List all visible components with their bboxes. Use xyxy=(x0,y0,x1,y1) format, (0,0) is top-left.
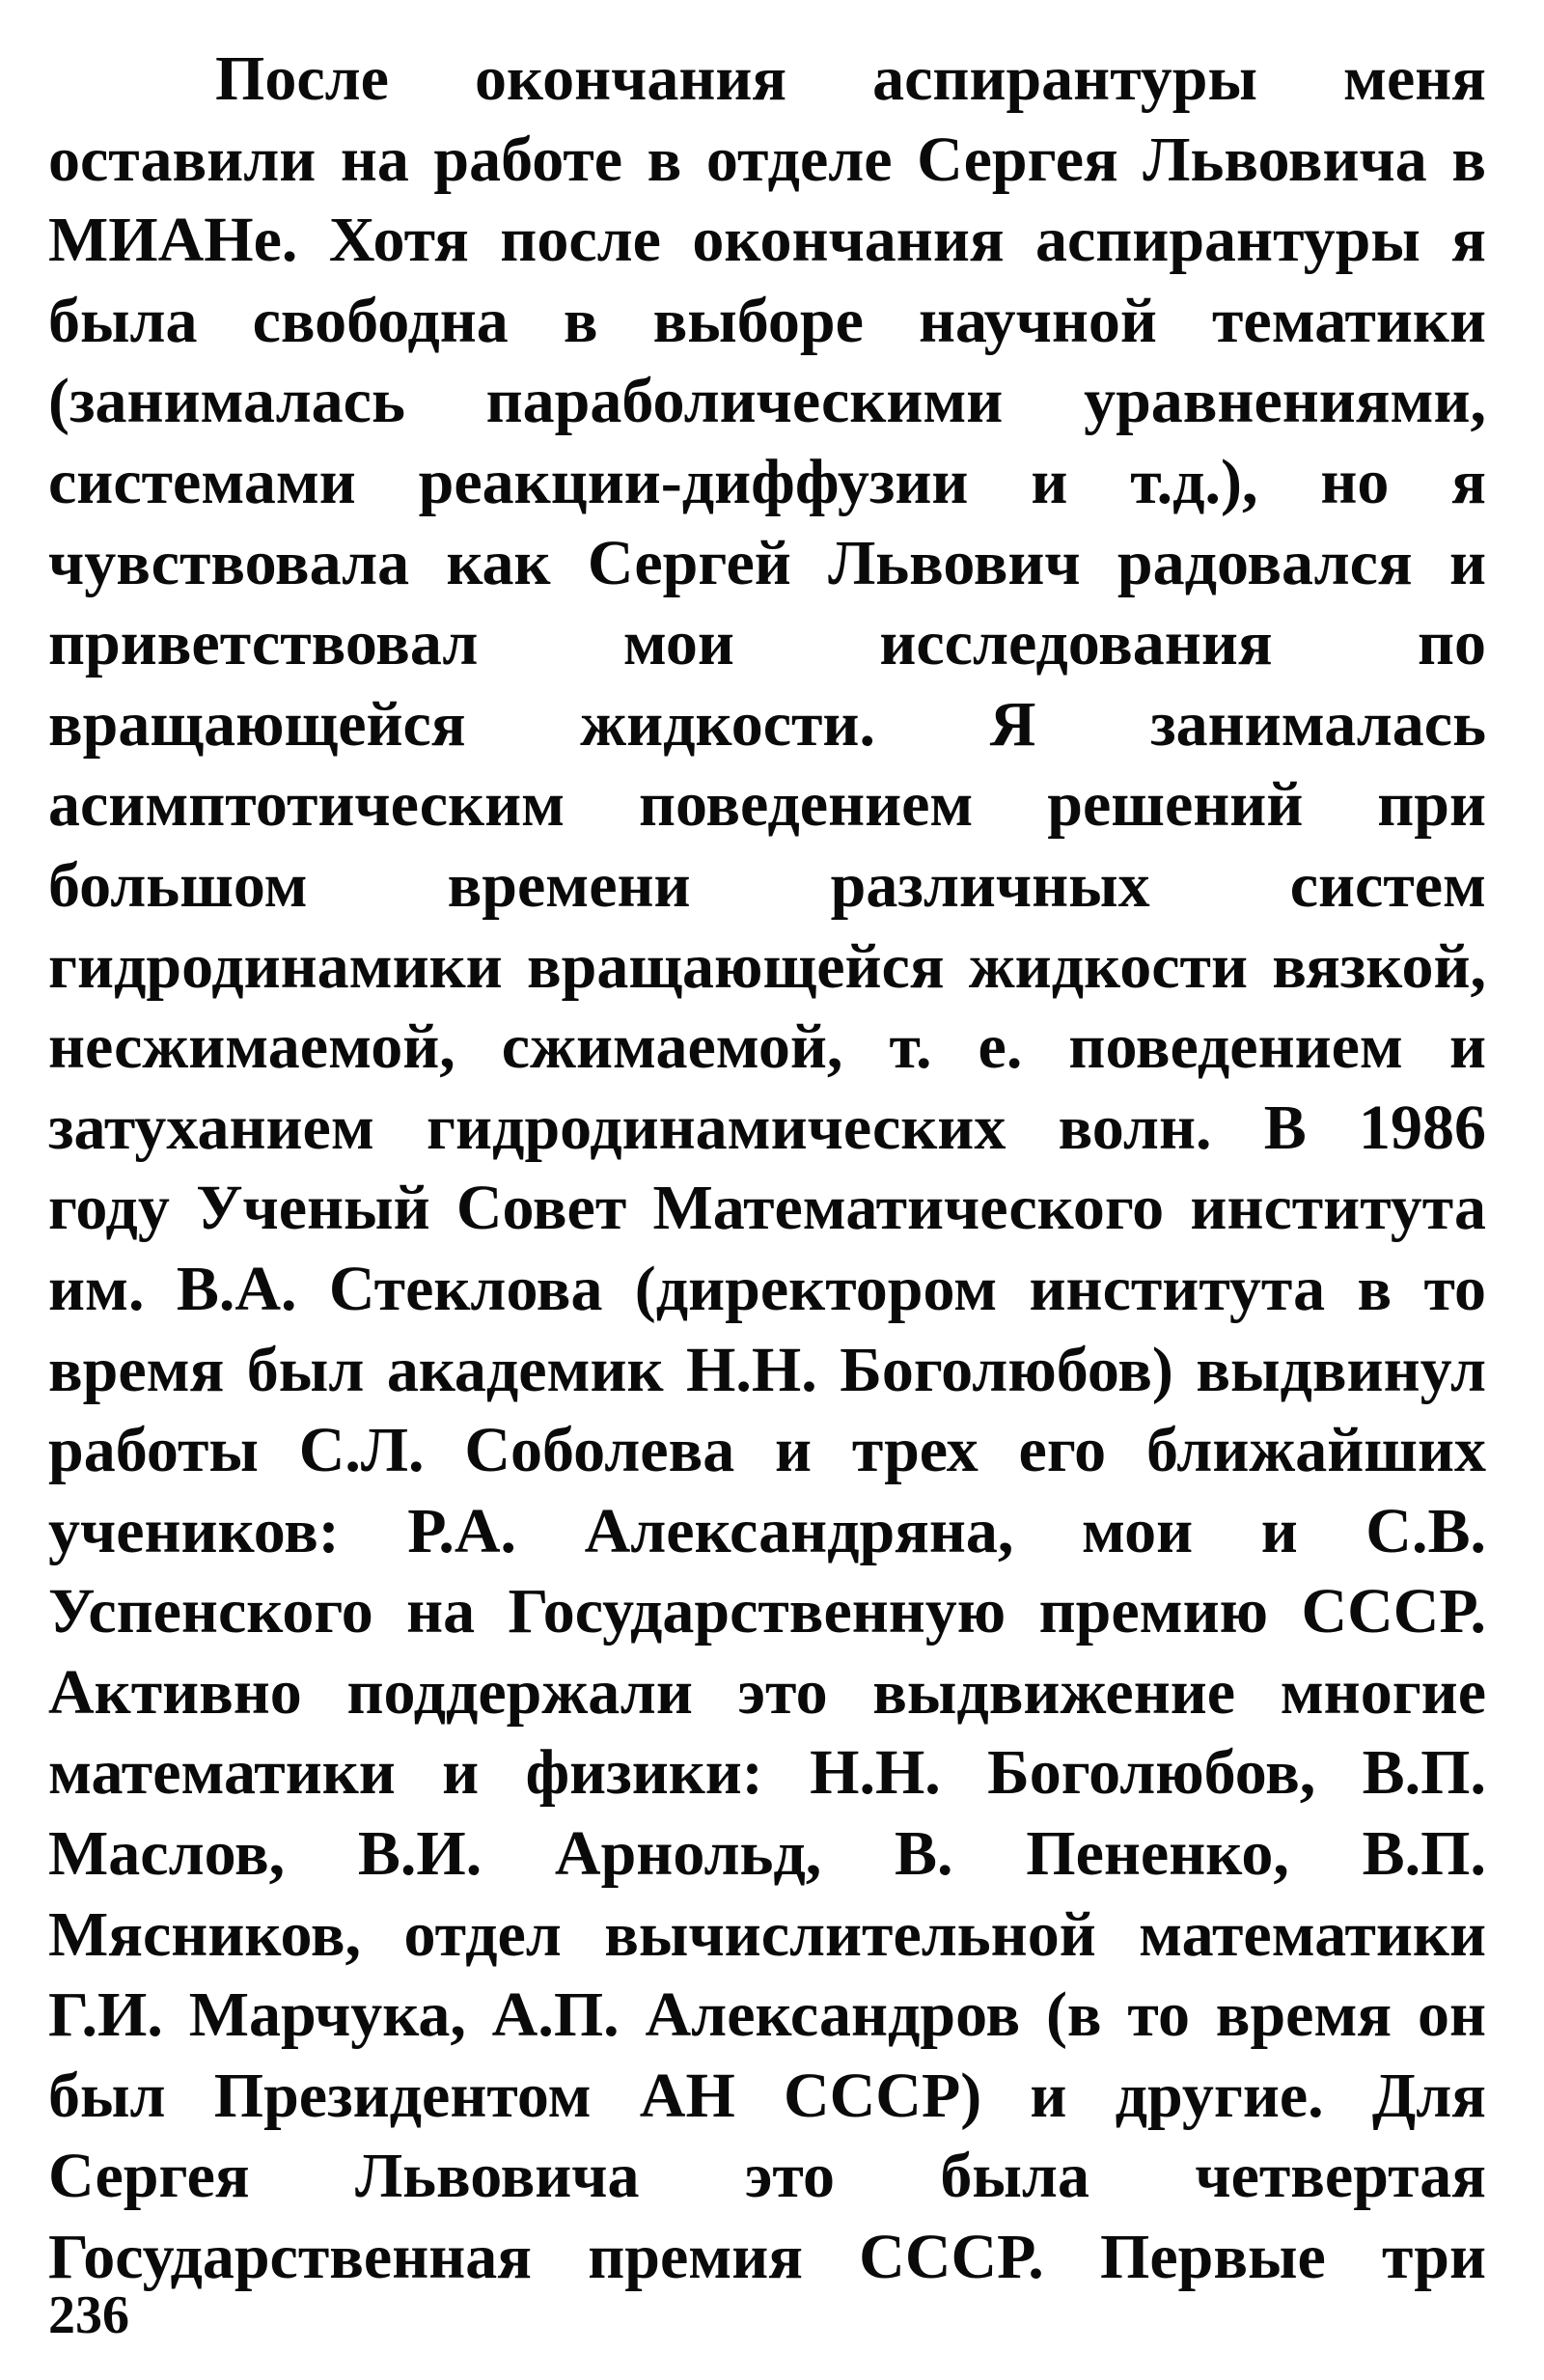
text-line: Мясников, отдел вычислительной математики xyxy=(48,1898,1486,1970)
text-line: математики и физики: Н.Н. Боголюбов, В.П. xyxy=(48,1737,1486,1809)
text-line: Сергея Львовича это была четвертая xyxy=(48,2141,1486,2212)
page-number: 236 xyxy=(48,2285,129,2345)
text-line: Г.И. Марчука, А.П. Александров (в то время он xyxy=(48,1979,1486,2051)
text-line: асимптотическим поведением решений при xyxy=(48,769,1486,841)
text-line: гидродинамики вращающейся жидкости вязкой, xyxy=(48,930,1486,1002)
text-line: несжимаемой, сжимаемой, т. е. поведением и xyxy=(48,1011,1486,1083)
text-line: системами реакции-диффузии и т.д.), но я xyxy=(48,446,1486,517)
text-line: оставили на работе в отделе Сергея Львовича в xyxy=(48,124,1486,195)
text-line: (занималась параболическими уравнениями, xyxy=(48,366,1486,437)
text-line: приветствовал мои исследования по xyxy=(48,608,1486,679)
text-line: Успенского на Государственную премию СССР. xyxy=(48,1576,1486,1647)
text-line: затуханием гидродинамических волн. В 1986 xyxy=(48,1092,1486,1163)
text-line: вращающейся жидкости. Я занималась xyxy=(48,688,1486,760)
text-line: МИАНе. Хотя после окончания аспирантуры я xyxy=(48,205,1486,276)
text-line: году Ученый Совет Математического института xyxy=(48,1173,1486,1244)
text-line: время был академик Н.Н. Боголюбов) выдвинул xyxy=(48,1334,1486,1405)
body-text xyxy=(48,39,1486,2298)
text-line: работы С.Л. Соболева и трех его ближайших xyxy=(48,1415,1486,1486)
text-line: учеников: Р.А. Александряна, мои и С.В. xyxy=(48,1495,1486,1566)
text-line: была свободна в выборе научной тематики xyxy=(48,285,1486,356)
text-line: большом времени различных систем xyxy=(48,849,1486,921)
text-line: им. В.А. Стеклова (директором института в то xyxy=(48,1253,1486,1324)
text-line: Маслов, В.И. Арнольд, В. Пененко, В.П. xyxy=(48,1818,1486,1890)
text-line: чувствовала как Сергей Львович радовался и xyxy=(48,527,1486,598)
text-line: был Президентом АН СССР) и другие. Для xyxy=(48,2060,1486,2131)
text-line: После окончания аспирантуры меня xyxy=(215,43,1486,114)
text-line: Активно поддержали это выдвижение многие xyxy=(48,1656,1486,1728)
text-line: Государственная премия СССР. Первые три xyxy=(48,2222,1486,2293)
